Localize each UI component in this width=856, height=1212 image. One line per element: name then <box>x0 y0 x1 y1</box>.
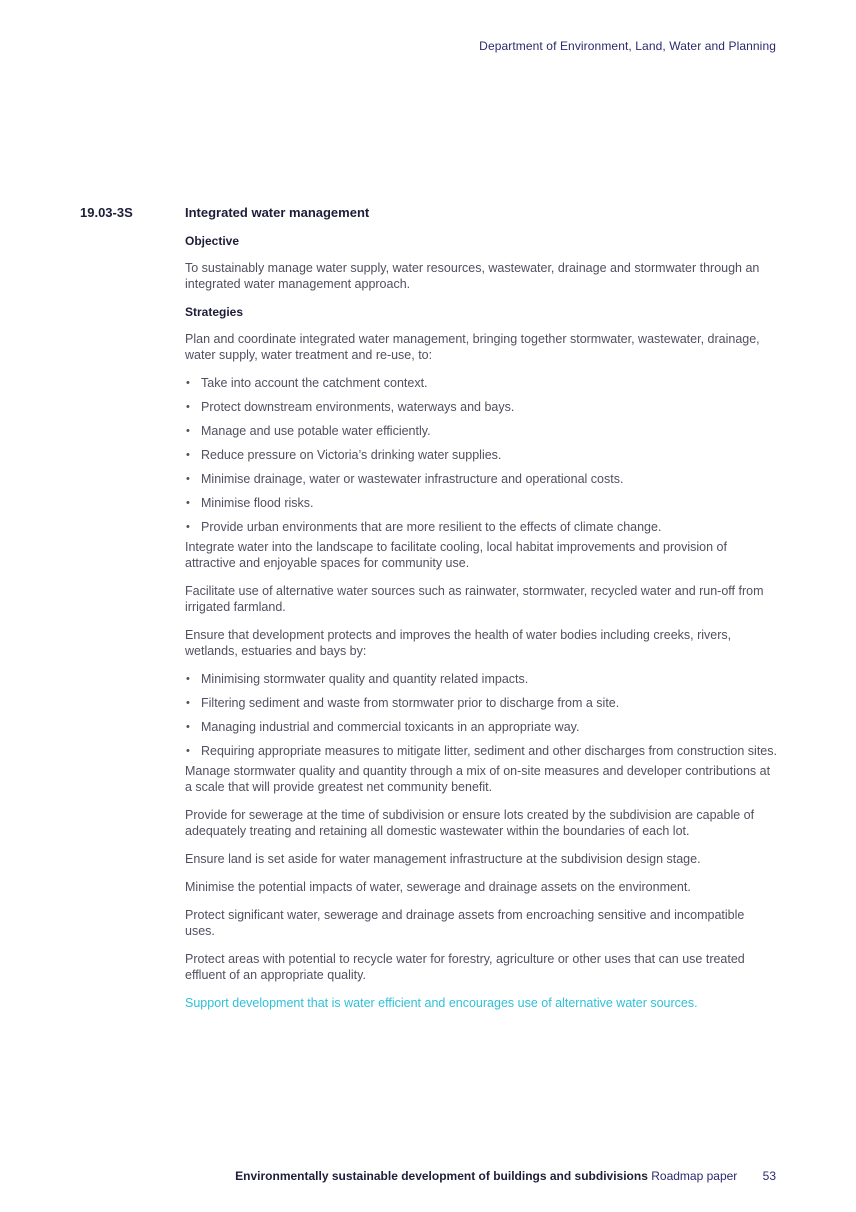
strategy-paragraph: Manage stormwater quality and quantity through a mix of on-site measures and developer contributions at a scale that will provide greatest net community benefit. <box>185 764 771 794</box>
list-item-text: Reduce pressure on Victoria’s drinking water supplies. <box>201 448 502 462</box>
list-item-text: Provide urban environments that are more resilient to the effects of climate change. <box>201 520 662 534</box>
list-item-text: Filtering sediment and waste from stormwater prior to discharge from a site. <box>201 696 620 710</box>
bullet-icon: • <box>186 721 190 733</box>
strategy-paragraph: Ensure land is set aside for water management infrastructure at the subdivision design stage. <box>185 852 701 866</box>
strategy-paragraph: Plan and coordinate integrated water management, bringing together stormwater, wastewater, drainage, water supply, water treatment and re-use, to: <box>185 332 760 362</box>
list-item <box>185 719 777 735</box>
list-item-text: Manage and use potable water efficiently. <box>201 424 431 438</box>
page-number: 53 <box>762 1169 776 1183</box>
bullet-icon: • <box>186 377 190 389</box>
objective-heading: Objective <box>185 234 240 248</box>
highlighted-strategy-paragraph: Support development that is water efficient and encourages use of alternative water sources. <box>185 996 698 1010</box>
bullet-icon: • <box>186 425 190 437</box>
bullet-icon: • <box>186 473 190 485</box>
page-header: Department of Environment, Land, Water and Planning <box>479 39 776 53</box>
objective-text: To sustainably manage water supply, water resources, wastewater, drainage and stormwater through an integrated water management approach. <box>185 261 760 291</box>
list-item <box>185 471 777 487</box>
list-item <box>185 447 777 463</box>
bullet-icon: • <box>186 697 190 709</box>
bullet-icon: • <box>186 497 190 509</box>
list-item-text: Minimising stormwater quality and quantity related impacts. <box>201 672 529 686</box>
section-content <box>185 205 777 1023</box>
list-item <box>185 743 777 759</box>
list-item <box>185 695 777 711</box>
list-item <box>185 399 777 415</box>
strategy-paragraph: Provide for sewerage at the time of subdivision or ensure lots created by the subdivision are capable of adequately treating and retaining all domestic wastewater within the boundaries of each lot. <box>185 808 755 838</box>
list-item <box>185 423 777 439</box>
list-item <box>185 375 777 391</box>
bullet-list <box>185 375 777 535</box>
section-title: Integrated water management <box>185 205 370 220</box>
list-item <box>185 519 777 535</box>
strategy-paragraph: Protect areas with potential to recycle water for forestry, agriculture or other uses that can use treated effluent of an appropriate quality. <box>185 952 745 982</box>
strategy-paragraph: Integrate water into the landscape to facilitate cooling, local habitat improvements and provision of attractive and enjoyable spaces for community use. <box>185 540 727 570</box>
bullet-list <box>185 671 777 759</box>
strategy-paragraph: Ensure that development protects and improves the health of water bodies including creeks, rivers, wetlands, estuaries and bays by: <box>185 628 732 658</box>
list-item-text: Take into account the catchment context. <box>201 376 428 390</box>
bullet-icon: • <box>186 401 190 413</box>
list-item <box>185 495 777 511</box>
strategy-paragraph: Facilitate use of alternative water sources such as rainwater, stormwater, recycled water and run-off from irrigated farmland. <box>185 584 764 614</box>
strategy-paragraph: Minimise the potential impacts of water, sewerage and drainage assets on the environment. <box>185 880 691 894</box>
list-item-text: Managing industrial and commercial toxicants in an appropriate way. <box>201 720 580 734</box>
list-item-text: Minimise drainage, water or wastewater infrastructure and operational costs. <box>201 472 624 486</box>
list-item-text: Requiring appropriate measures to mitigate litter, sediment and other discharges from construction sites. <box>201 744 777 758</box>
list-item <box>185 671 777 687</box>
list-item-text: Protect downstream environments, waterways and bays. <box>201 400 515 414</box>
strategies-heading: Strategies <box>185 305 244 319</box>
list-item-text: Minimise flood risks. <box>201 496 314 510</box>
bullet-icon: • <box>186 449 190 461</box>
bullet-icon: • <box>186 673 190 685</box>
strategy-paragraph: Protect significant water, sewerage and drainage assets from encroaching sensitive and incompatible uses. <box>185 908 745 938</box>
bullet-icon: • <box>186 521 190 533</box>
bullet-icon: • <box>186 745 190 757</box>
footer-document-title: Environmentally sustainable development of buildings and subdivisions <box>235 1169 648 1183</box>
page-footer <box>235 1169 776 1183</box>
section-number: 19.03-3S <box>80 205 133 220</box>
footer-subtitle: Roadmap paper <box>651 1169 738 1183</box>
